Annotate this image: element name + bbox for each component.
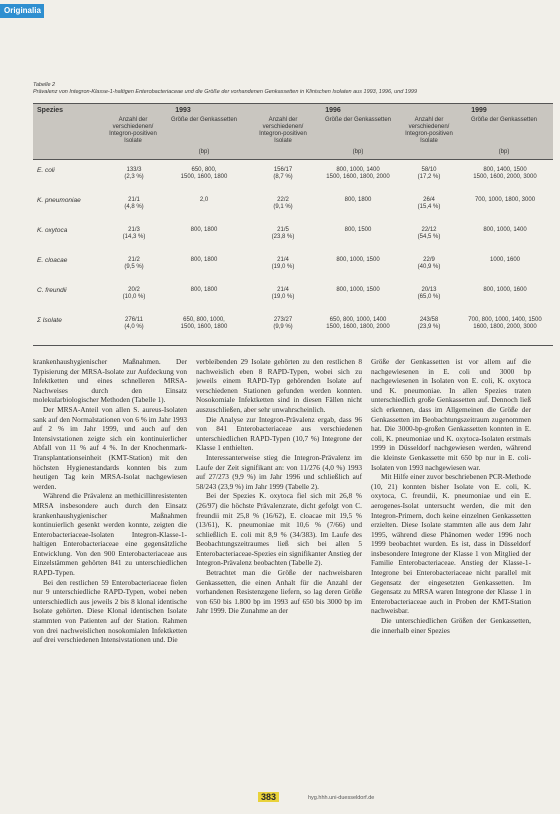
table-cell: 21/5 (23,8 %) [271, 227, 295, 240]
sub-count-1996: Anzahl der verschiedenen/ Integron-positiven Isolate [259, 117, 307, 144]
table-cell: 650, 800, 1000, 1500, 1600, 1800 [180, 317, 228, 330]
text-column-1 [33, 357, 187, 787]
data-table [33, 103, 553, 346]
sub-size-1993: Größe der Genkassetten [170, 117, 238, 123]
paragraph: Bei der Spezies K. oxytoca fiel sich mit 26,8 % (26/97) die höchste Prävalenzrate, dicht gefolgt von C. freundii mit 25,8 % (16/62), E. cloacae mit 19,5 % (13/61), K. pneumoniae mit 10,6 % (7/66) und schließlich E. coli mit 8,9 % (34/383). Im Laufe des Beobachtungszeitraumes ließ sich bei allen 5 Enterobacteriaceae-Spezies ein signifikanter Anstieg der Integron-Prävalenz beobachten (Tabelle 2). [196, 491, 362, 568]
paragraph: Bei den restlichen 59 Enterobacteriaceae fielen nur 9 unterschiedliche RAPD-Typen, wobei neben unterschiedlich aus jeweils 2 bis 8 klonal identische Isolate gehörten. Diese Klonal identischen Isolate stammten von Patienten auf der Station. Rahmen von drei nachweislichen nosokomialen Infektketten auf drei verschiedenen Intensivstationen und. Die [33, 577, 187, 645]
header-species: Spezies [37, 107, 64, 114]
footer-url: hyg.hhh.uni-duesseldorf.de [308, 795, 375, 801]
table-cell: 650, 800, 1000, 1400 1500, 1600, 1800, 2000 [326, 317, 390, 330]
table-cell: 800, 1800 [344, 197, 372, 203]
table-cell: 243/58 (23,9 %) [417, 317, 441, 330]
table-row-species: E. coli [37, 167, 55, 174]
table-cell: 800, 1000, 1400 [483, 227, 527, 233]
table-cell: 800, 1000, 1500 [336, 257, 380, 263]
header-year-1996: 1996 [325, 107, 341, 114]
paragraph: Betrachtet man die Größe der nachweisbaren Genkassetten, die einen Anhalt für die Anzahl der vorhandenen Resistenzgene liefern, so lag deren Größe von 650 bis 1.800 bp im 1993 auf 650 bis 3000 bp im Jahr 1999. Die Zunahme an der [196, 568, 362, 616]
table-cell: 800, 1000, 1500 [336, 287, 380, 293]
text-column-3 [371, 357, 531, 787]
unit-1993: (bp) [198, 149, 210, 155]
table-rule-bottom [33, 345, 553, 346]
table-cell: 20/2 (10,0 %) [122, 287, 146, 300]
sub-count-1999: Anzahl der verschiedenen/ Integron-positiven Isolate [405, 117, 453, 144]
paragraph: Größe der Genkassetten ist vor allem auf die nachgewiesenen in E. coli und 3000 bp nachgewiesenen in Isolaten von E. coli, K. oxytoca und K. pneumoniae. In allen Spezies traten unterschiedlich große Genkassetten auf. Dennoch ließ sich erkennen, dass im Allgemeinen die Größe der Genkassetten im Beobachtungszeitraum zugenommen hat. Die 3000-bp-großen Genkassetten konnten in E. coli, K. pneumoniae und K. oxytoca-Isolaten erstmals 1999 in Düsseldorf nachgewiesen werden, während die kleinste Genkassette mit 650 bp nur in E. coli-Isolaten von 1993 nachgewiesen war. [371, 357, 531, 472]
paragraph: Der MRSA-Anteil von allen S. aureus-Isolaten sank auf den Normalstationen von 6 % im Jahr 1993 auf 2 % im Jahr 1999, und auch auf den Intensivstationen zeigte sich ein kontinuierlicher Abfall von 11 % auf 4 %. In der Knochenmark-Transplantationseinheit (KMT-Station) mit den höchsten Hygienestandards konnten bis zum heutigen Tag kein MRSA-Isolat nachgewiesen werden. [33, 404, 187, 491]
table-cell: 133/3 (2,3 %) [124, 167, 144, 180]
table-rule-header [33, 159, 553, 160]
unit-1999: (bp) [498, 149, 510, 155]
table-cell: 800, 1800 [190, 287, 218, 293]
table-cell: 800, 1500 [344, 227, 372, 233]
table-cell: 800, 1400, 1500 1500, 1600, 2000, 3000 [473, 167, 537, 180]
table-cell: 22/9 (40,9 %) [417, 257, 441, 270]
table-cell: 20/13 (65,0 %) [417, 287, 441, 300]
table-cell: 21/1 (4,8 %) [124, 197, 144, 210]
table-cell: 700, 1000, 1800, 3000 [474, 197, 536, 203]
table-caption: Tabelle 2 Prävalenz von Integron-Klasse-1-haltigen Enterobacteriaceae und die Größe der vorhandenen Genkassetten in Klinischen Isolaten aus 1993, 1996, und 1999 [33, 82, 418, 95]
paragraph: Interessanterweise stieg die Integron-Prävalenz im Laufe der Zeit signifikant an: von 11/276 (4,0 %) 1993 auf 27/273 (9,9 %) im Jahr 1996 und schließlich auf 58/243 (23,9 %) im Jahr 1999 (Tabelle 2). [196, 452, 362, 491]
text-column-2 [196, 357, 362, 787]
page-number: 383 [258, 792, 279, 802]
header-year-1993: 1993 [175, 107, 191, 114]
paragraph: Mit Hilfe einer zuvor beschriebenen PCR-Methode (10, 21) konnten bisher Isolate von E. coli, K. oxytoca, C. freundii, K. pneumoniae und ein E. aerogenes-Isolat untersucht werden, die mit den Integron-Primern, doch keine einzelnen Genkassetten erzielten. Diese Isolate stammten alle aus dem Jahr 1995, während diese Phänomen weder 1996 noch 1999 beobachtet wurden. Es ist, dass in Düsseldorf insbesondere Integrone der Klasse 1 von Mitglied der Familie Enterobacteriaceae. Anstieg der Klasse-1-Integrone bei Enterobacteriaceae nicht parallel mit Gegensatz der eingesetzten Genkassetten. Im Gegensatz zu MRSA waren Integrone der Klasse 1 in Enterobacteriaceae auch in Proben der KMT-Station nachweisbar. [371, 472, 531, 616]
header-year-1999: 1999 [471, 107, 487, 114]
table-cell: 21/2 (9,5 %) [124, 257, 144, 270]
table-cell: 1000, 1600 [489, 257, 521, 263]
table-cell: 800, 1000, 1600 [483, 287, 527, 293]
table-cell: 156/17 (8,7 %) [273, 167, 293, 180]
table-cell: 800, 1800 [190, 257, 218, 263]
sub-count-1993: Anzahl der verschiedenen/ Integron-positiven Isolate [109, 117, 157, 144]
table-cell: 2,0 [199, 197, 209, 203]
sub-size-1999: Größe der Genkassetten [470, 117, 538, 123]
table-cell: 650, 800, 1500, 1600, 1800 [180, 167, 228, 180]
paragraph: verbleibenden 29 Isolate gehörten zu den restlichen 8 nachweislich eben 8 RAPD-Typen, wobei sich zu jeweils einem RAPD-Typ gehörenden Isolate auf verschiedenen Stationen gefunden werden konnten. Nosokomiale Infektketten sind in diesen Fällen nicht auszuschließen, aber sehr unwahrscheinlich. [196, 357, 362, 414]
table-cell: 273/27 (9,9 %) [273, 317, 293, 330]
table-cell: 22/12 (54,5 %) [417, 227, 441, 240]
paragraph: Die unterschiedlichen Größen der Genkassetten, die innerhalb einer Spezies [371, 616, 531, 635]
table-cell: 26/4 (15,4 %) [417, 197, 441, 210]
table-cell: 800, 1000, 1400 1500, 1600, 1800, 2000 [326, 167, 390, 180]
paragraph: krankenhaushygienischer Maßnahmen. Der Typisierung der MRSA-Isolate zur Aufdeckung von Infektketten und eines schnelleren MRSA-Nachweises durch den Einsatz molekularbiologischer Methoden (Tabelle 1). [33, 357, 187, 405]
table-row-species: E. cloacae [37, 257, 68, 264]
unit-1996: (bp) [352, 149, 364, 155]
table-cell: 700, 800, 1000, 1400, 1500 1600, 1800, 2000, 3000 [468, 317, 542, 330]
table-cell: 22/2 (9,1 %) [273, 197, 293, 210]
section-badge: Originalia [0, 4, 44, 18]
table-row-species: K. oxytoca [37, 227, 68, 234]
table-cell: 276/11 (4,0 %) [124, 317, 144, 330]
table-rule-top [33, 103, 553, 104]
table-row-species: Σ Isolate [37, 317, 62, 324]
sub-size-1996: Größe der Genkassetten [324, 117, 392, 123]
table-row-species: C. freundii [37, 287, 67, 294]
table-row-species: K. pneumoniae [37, 197, 81, 204]
table-cell: 58/10 (17,2 %) [417, 167, 441, 180]
table-cell: 21/3 (14,3 %) [122, 227, 146, 240]
table-cell: 21/4 (19,0 %) [271, 287, 295, 300]
paragraph: Während die Prävalenz an methicillinresistenten MRSA insbesondere auch durch den Einsatz krankenhaushygienischer Maßnahmen kontinuierlich gesenkt werden konnte, zeigten die Enterobacteriaceae-Isolaten Integron-Klasse-1-haltigen Enterobacteriaceae eine gegensätzliche Entwicklung. Von den 900 Enterobacteriaceae aus Einzelstämmen gehörten 841 zu unterschiedlichen RAPD-Typen. [33, 491, 187, 578]
table-cell: 21/4 (19,0 %) [271, 257, 295, 270]
paragraph: Die Analyse zur Integron-Prävalenz ergab, dass 96 von 841 Enterobacteriaceae aus verschiedenen unterschiedlichen RAPD-Typen (10,7 %) Integrone der Klasse 1 enthielten. [196, 414, 362, 453]
table-cell: 800, 1800 [190, 227, 218, 233]
